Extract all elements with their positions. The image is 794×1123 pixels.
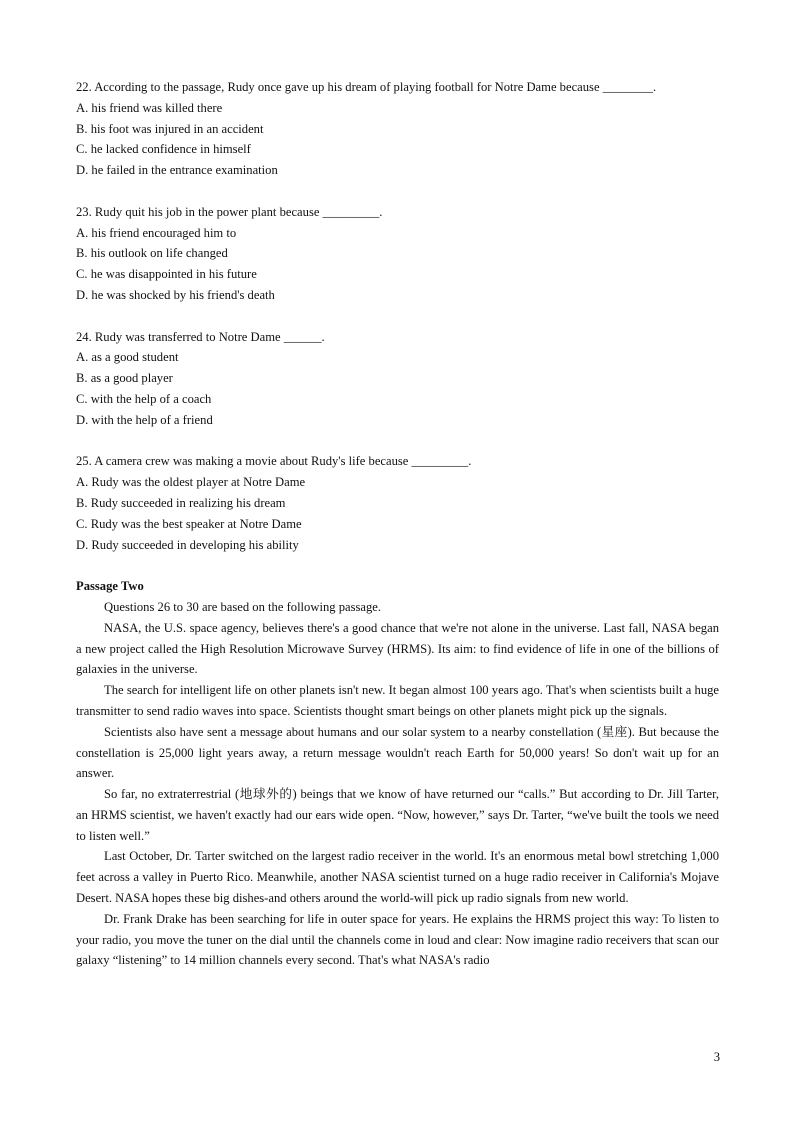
- option-d: D. with the help of a friend: [76, 412, 213, 427]
- option-c: C. he lacked confidence in himself: [76, 142, 251, 157]
- option-c: C. Rudy was the best speaker at Notre Dame: [76, 516, 302, 531]
- question-23: [76, 202, 719, 306]
- option-b: B. as a good player: [76, 371, 173, 386]
- question-stem: 25. A camera crew was making a movie about Rudy's life because _________.: [76, 454, 472, 469]
- document-body: [76, 77, 719, 971]
- question-stem: 24. Rudy was transferred to Notre Dame ______.: [76, 329, 325, 344]
- passage-heading: Passage Two: [76, 579, 144, 594]
- option-a: A. his friend encouraged him to: [76, 225, 237, 240]
- option-a: A. Rudy was the oldest player at Notre Dame: [76, 475, 306, 490]
- option-c: C. he was disappointed in his future: [76, 267, 257, 282]
- page-number: 3: [713, 1050, 720, 1064]
- option-b: B. Rudy succeeded in realizing his dream: [76, 495, 286, 510]
- option-b: B. his foot was injured in an accident: [76, 121, 264, 136]
- question-stem: 23. Rudy quit his job in the power plant because _________.: [76, 204, 383, 219]
- passage-paragraph: So far, no extraterrestrial (地球外的) beings that we know of have returned our “calls.” But according to Dr. Jill Tarter, an HRMS scientist, we haven't exactly had our ears wide open. “Now, however,” says Dr. Tarter, “we've built the tools we need to listen well.”: [76, 787, 719, 843]
- passage-paragraph: The search for intelligent life on other planets isn't new. It began almost 100 years ago. That's when scientists built a huge transmitter to send radio waves into space. Scientists thought smart beings on other planets might pick up the signals.: [76, 683, 719, 718]
- question-25: [76, 451, 719, 555]
- passage-two: [76, 576, 719, 971]
- question-22: [76, 77, 719, 181]
- option-d: D. Rudy succeeded in developing his ability: [76, 537, 299, 552]
- option-a: A. his friend was killed there: [76, 100, 223, 115]
- option-c: C. with the help of a coach: [76, 391, 212, 406]
- passage-paragraph: Dr. Frank Drake has been searching for life in outer space for years. He explains the HRMS project this way: To listen to your radio, you move the tuner on the dial until the channels come in loud and clear: Now imagine radio receivers that scan our galaxy “listening” to 14 million channels every second. That's what NASA's radio: [76, 911, 719, 968]
- passage-paragraph: Scientists also have sent a message about humans and our solar system to a nearby constellation (星座). But because the constellation is 25,000 light years away, a return message wouldn't reach Earth for 50,000 years! So don't wait up for an answer.: [76, 724, 719, 781]
- option-d: D. he failed in the entrance examination: [76, 163, 278, 178]
- question-stem: 22. According to the passage, Rudy once gave up his dream of playing football for Notre Dame because ________.: [76, 80, 657, 94]
- option-a: A. as a good student: [76, 350, 179, 365]
- passage-paragraph: NASA, the U.S. space agency, believes there's a good chance that we're not alone in the universe. Last fall, NASA began a new project called the High Resolution Microwave Survey (HRMS). Its aim: to find evidence of life in one of the billions of galaxies in the universe.: [76, 620, 719, 677]
- passage-paragraph: Last October, Dr. Tarter switched on the largest radio receiver in the world. It's an enormous metal bowl stretching 1,000 feet across a valley in Puerto Rico. Meanwhile, another NASA scientist turned on a huge radio receiver in California's Mojave Desert. NASA hopes these big dishes-and others around the world-will pick up radio signals from new world.: [76, 849, 719, 906]
- option-b: B. his outlook on life changed: [76, 246, 228, 261]
- passage-instruction: Questions 26 to 30 are based on the following passage.: [104, 599, 382, 614]
- question-24: [76, 327, 719, 431]
- option-d: D. he was shocked by his friend's death: [76, 287, 275, 302]
